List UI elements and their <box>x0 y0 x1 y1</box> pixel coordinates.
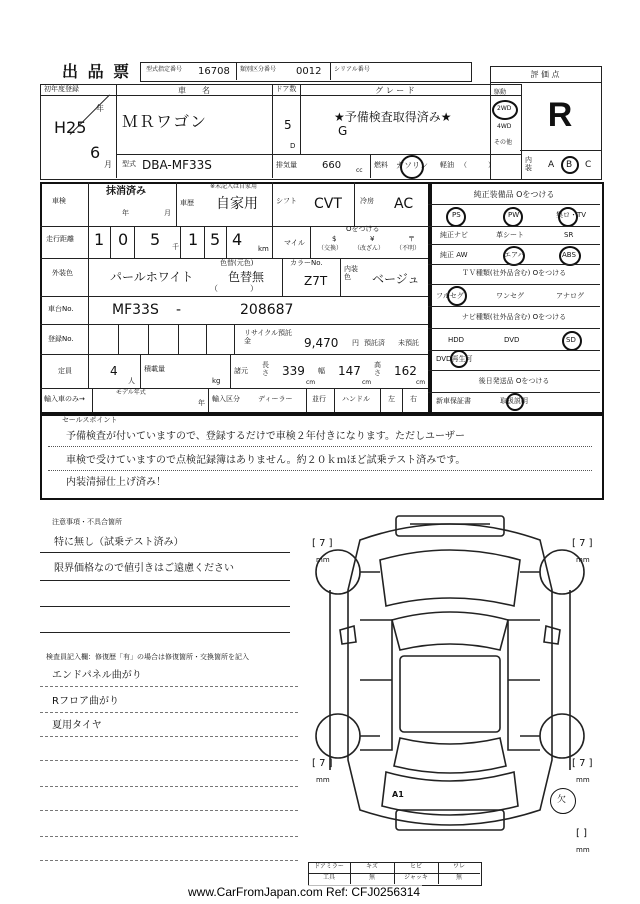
tire-rear-left: [ 7 ] <box>312 758 333 769</box>
length: 339 <box>282 364 305 378</box>
displacement: 660 <box>322 160 342 171</box>
interior-a: A <box>548 160 555 170</box>
manual: 取扱説明 <box>500 397 528 405</box>
first-reg-month: 6 <box>90 143 101 162</box>
grade-2: G <box>338 124 348 138</box>
grade: ★予備検査取得済み★ <box>334 110 452 124</box>
tire-front-left: [ 7 ] <box>312 538 333 549</box>
mileage-digit-6: 4 <box>232 230 243 249</box>
sales-line-2: 車検で受けていますので点検記録簿はありません。約２０ｋｍほど試乗テスト済みです。 <box>66 455 466 466</box>
inspector-item-3: 夏用タイヤ <box>52 720 102 731</box>
model-code-label: 型式指定番号 <box>146 66 183 73</box>
category-label: 類別区分番号 <box>240 66 277 73</box>
inspector-item-2: Rフロア曲がり <box>52 696 119 707</box>
mileage-digit-4: 1 <box>188 230 199 249</box>
doors: 5 <box>284 118 292 132</box>
capacity: 4 <box>110 364 118 378</box>
transmission: CVT <box>314 196 342 212</box>
notes-line-2: 限界価格なので値引きはご遠慮ください <box>54 563 234 574</box>
manual-circle <box>506 393 524 411</box>
damage-a1: A1 <box>392 790 404 799</box>
sheet-title: 出 品 票 <box>62 62 132 81</box>
fuel-type: ガソリン <box>396 161 428 170</box>
interior-c: C <box>585 160 592 170</box>
inspector-item-1: エンドパネル曲がり <box>52 670 142 681</box>
sales-line-1: 予備検査が付いていますので、登録するだけで車検２年付きになります。ただしユーザー <box>66 431 465 442</box>
usage-history: 自家用 <box>216 196 258 212</box>
inspection-status: 抹消済み <box>106 186 146 197</box>
color-number: Z7T <box>304 274 328 288</box>
drive-2wd: 2WD <box>497 105 512 112</box>
equip-pw-circle <box>503 207 523 227</box>
score-label: 評 価 点 <box>530 70 560 79</box>
dvd-circle <box>450 350 468 368</box>
spare-mark: 欠 <box>557 795 567 805</box>
watermark: www.CarFromJapan.com Ref: CFJ0256314 <box>188 885 421 899</box>
height: 162 <box>394 364 417 378</box>
first-reg-era: H25 <box>54 118 87 137</box>
mileage-digit-1: 1 <box>94 230 105 249</box>
equip-airbag: エアバ <box>504 251 525 259</box>
drive-2wd-circle <box>492 100 518 120</box>
tire-front-right: [ 7 ] <box>572 538 593 549</box>
spec-table <box>40 182 432 416</box>
spare-tire: [ ] <box>576 828 587 839</box>
serial-label: シリアル番号 <box>334 66 370 73</box>
interior-color: ベージュ <box>372 272 420 286</box>
interior-b: B <box>566 160 573 170</box>
navi-sd: SD <box>566 336 576 344</box>
equip-ps-circle <box>446 207 466 227</box>
interior-label: 内装 <box>525 156 532 172</box>
equip-ps: PS <box>452 211 461 219</box>
aircon: AC <box>394 196 414 212</box>
grade-label: グ レ ー ド <box>375 86 415 95</box>
equip-airbag-circle <box>503 246 525 266</box>
score-value: R <box>547 96 573 134</box>
category-code: 0012 <box>296 66 322 77</box>
mileage-digit-2: 0 <box>118 230 129 249</box>
tire-rear-right: [ 7 ] <box>572 758 593 769</box>
notes-line-1: 特に無し（試乗テスト済み） <box>54 537 184 548</box>
tv-fullseg: フルセグ <box>436 292 464 300</box>
equipment-title: 純正装備品 Oをつける <box>473 190 555 199</box>
mileage-digit-5: 5 <box>210 230 221 249</box>
model-type: DBA-MF33S <box>142 158 212 172</box>
car-name-label: 車 名 <box>178 86 210 95</box>
chassis-prefix: MF33S <box>112 302 159 318</box>
repaint: 色替無 <box>228 270 265 284</box>
mileage-digit-3: 5 <box>150 230 161 249</box>
recycle-fee: 9,470 <box>304 336 339 350</box>
equip-tv: 集ロ・TV <box>556 211 587 219</box>
equip-pw: PW <box>508 211 520 219</box>
dvd-playable: DVD再生可 <box>436 355 473 363</box>
equip-abs: ABS <box>562 251 576 259</box>
tv-fullseg-circle <box>447 286 467 306</box>
first-reg-label: 初年度登録 <box>44 85 79 93</box>
equip-tv-circle <box>558 207 578 227</box>
exterior-color: パールホワイト <box>110 270 194 284</box>
inspector-label: 検査員記入欄：修復歴「有」の場合は修復箇所・交換箇所を記入 <box>46 653 249 661</box>
width: 147 <box>338 364 361 378</box>
car-name: ＭＲワゴン <box>122 112 208 131</box>
model-code: 16708 <box>198 66 230 77</box>
navi-sd-circle <box>562 331 582 351</box>
sales-line-3: 内装清掃仕上げ済み！ <box>66 477 166 488</box>
fuel-circle <box>400 155 424 179</box>
chassis-number: 208687 <box>240 302 294 318</box>
equip-abs-circle <box>559 246 581 266</box>
interior-b-circle <box>561 156 579 174</box>
notes-label: 注意事項・不具合箇所 <box>52 518 122 526</box>
